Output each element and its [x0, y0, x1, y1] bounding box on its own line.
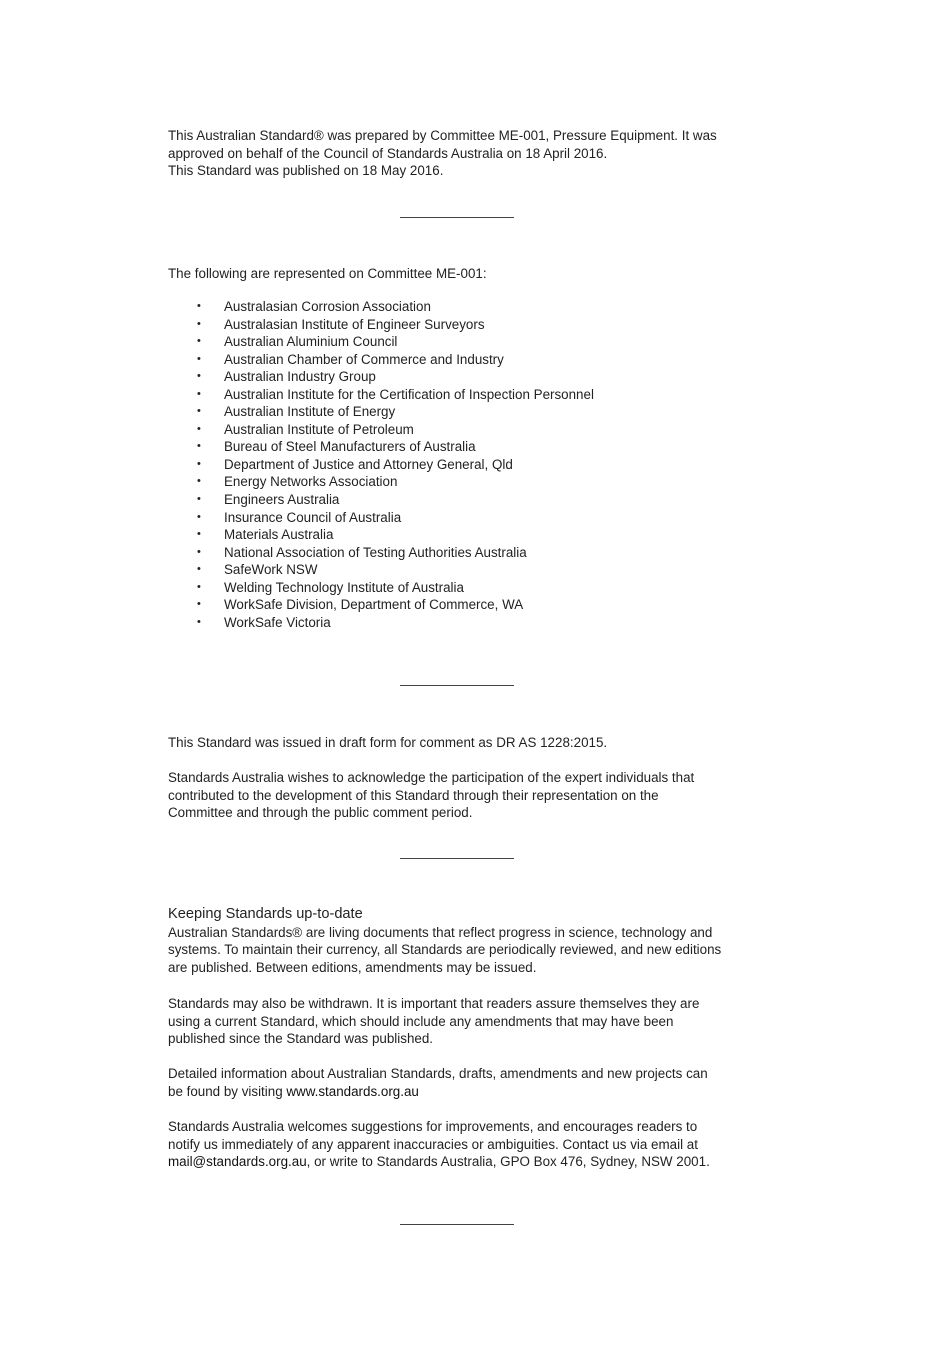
paragraph-line: notify us immediately of any apparent inaccuracies or ambiguities. Contact us via email at — [168, 1136, 698, 1152]
committee-member-name: National Association of Testing Authorities Australia — [224, 544, 527, 560]
committee-member-name: WorkSafe Division, Department of Commerce, WA — [224, 597, 524, 613]
website-link[interactable]: www.standards.org.au — [286, 1083, 419, 1099]
committee-member — [168, 579, 594, 597]
section-divider — [400, 685, 514, 686]
committee-member-name: Australian Institute of Petroleum — [224, 421, 414, 437]
bullet-icon: • — [197, 457, 201, 470]
committee-member — [168, 614, 594, 632]
committee-member — [168, 333, 594, 351]
acknowledgement-line: Standards Australia wishes to acknowledge the participation of the expert individuals that — [168, 770, 695, 785]
committee-member-name: Australian Institute of Energy — [224, 404, 396, 420]
withdrawal-paragraph — [168, 995, 768, 1048]
committee-member — [168, 509, 594, 527]
bullet-icon: • — [197, 352, 201, 365]
bullet-icon: • — [197, 335, 201, 348]
bullet-icon: • — [197, 510, 201, 523]
committee-member — [168, 386, 594, 404]
paragraph-line: Detailed information about Australian Standards, drafts, amendments and new projects can — [168, 1066, 708, 1081]
draft-issued-text: This Standard was issued in draft form for comment as DR AS 1228:2015. — [168, 735, 608, 750]
bullet-icon: • — [197, 440, 201, 453]
acknowledgement — [168, 769, 768, 822]
committee-member — [168, 473, 594, 491]
bullet-icon: • — [197, 563, 201, 576]
section-divider — [400, 217, 514, 218]
paragraph-line — [168, 1153, 768, 1171]
committee-member — [168, 368, 594, 386]
committee-member — [168, 561, 594, 579]
committee-member-name: Australian Chamber of Commerce and Industry — [224, 351, 504, 367]
committee-member-name: Australian Industry Group — [224, 369, 376, 385]
committee-member — [168, 421, 594, 439]
committee-member-name: Australasian Institute of Engineer Surveyors — [224, 316, 485, 332]
committee-member — [168, 526, 594, 544]
committee-member-name: SafeWork NSW — [224, 562, 318, 578]
committee-member-name: Bureau of Steel Manufacturers of Australia — [224, 439, 476, 455]
committee-member — [168, 403, 594, 421]
bullet-icon: • — [197, 300, 201, 312]
section-divider — [400, 1224, 514, 1225]
paragraph-line: using a current Standard, which should include any amendments that may have been — [168, 1013, 674, 1029]
information-paragraph — [168, 1065, 768, 1100]
paragraph-line: Standards Australia welcomes suggestions for improvements, and encourages readers to — [168, 1119, 698, 1134]
committee-member-name: Materials Australia — [224, 527, 334, 543]
bullet-icon: • — [197, 422, 201, 435]
paragraph-text: , or write to Standards Australia, GPO Box 476, Sydney, NSW 2001. — [306, 1154, 710, 1169]
paragraph-line: Standards may also be withdrawn. It is important that readers assure themselves they are — [168, 996, 700, 1011]
section-heading: Keeping Standards up-to-date — [168, 906, 363, 922]
bullet-icon: • — [197, 615, 201, 628]
committee-intro — [168, 265, 768, 283]
draft-notice — [168, 734, 768, 752]
committee-member — [168, 351, 594, 369]
committee-member — [168, 298, 594, 316]
committee-member-name: WorkSafe Victoria — [224, 614, 331, 630]
committee-member — [168, 596, 594, 614]
section-divider — [400, 858, 514, 859]
committee-member-name: Insurance Council of Australia — [224, 509, 402, 525]
committee-intro-text: The following are represented on Committee ME-001: — [168, 266, 487, 281]
acknowledgement-line: contributed to the development of this Standard through their representation on the — [168, 787, 659, 803]
email-link[interactable]: mail@standards.org.au — [168, 1154, 307, 1169]
acknowledgement-line: Committee and through the public comment period. — [168, 805, 473, 820]
bullet-icon: • — [197, 475, 201, 488]
paragraph-line: published since the Standard was published. — [168, 1031, 434, 1046]
keeping-standards-section — [168, 906, 768, 976]
bullet-icon: • — [197, 387, 201, 400]
committee-member-name: Australian Aluminium Council — [224, 334, 398, 350]
publication-date-line: This Standard was published on 18 May 2016. — [168, 163, 444, 178]
committee-member-name: Engineers Australia — [224, 492, 340, 508]
bullet-icon: • — [197, 580, 201, 593]
bullet-icon: • — [197, 545, 201, 558]
bullet-icon: • — [197, 405, 201, 418]
bullet-icon: • — [197, 317, 201, 330]
preparation-line: This Australian Standard® was prepared by Committee ME-001, Pressure Equipment. It was — [168, 128, 717, 143]
feedback-paragraph — [168, 1118, 768, 1171]
bullet-icon: • — [197, 528, 201, 541]
committee-member — [168, 544, 594, 562]
bullet-icon: • — [197, 598, 201, 611]
committee-member — [168, 456, 594, 474]
paragraph-line — [168, 1083, 768, 1101]
committee-member-name: Welding Technology Institute of Australia — [224, 579, 464, 595]
preparation-line: approved on behalf of the Council of Standards Australia on 18 April 2016. — [168, 145, 608, 161]
committee-member-name: Australasian Corrosion Association — [224, 299, 431, 314]
committee-member-name: Energy Networks Association — [224, 474, 398, 490]
paragraph-line: Australian Standards® are living documents that reflect progress in science, technology and — [168, 924, 713, 940]
committee-member — [168, 491, 594, 509]
bullet-icon: • — [197, 493, 201, 506]
committee-member-name: Australian Institute for the Certification of Inspection Personnel — [224, 386, 594, 402]
paragraph-text: be found by visiting — [168, 1083, 287, 1099]
committee-member — [168, 438, 594, 456]
bullet-icon: • — [197, 370, 201, 383]
committee-member-list — [168, 298, 594, 631]
preparation-notice — [168, 127, 768, 180]
paragraph-line: systems. To maintain their currency, all Standards are periodically reviewed, and new editions — [168, 942, 722, 957]
paragraph-line: are published. Between editions, amendments may be issued. — [168, 959, 537, 975]
committee-member-name: Department of Justice and Attorney General, Qld — [224, 456, 513, 472]
committee-member — [168, 316, 594, 334]
